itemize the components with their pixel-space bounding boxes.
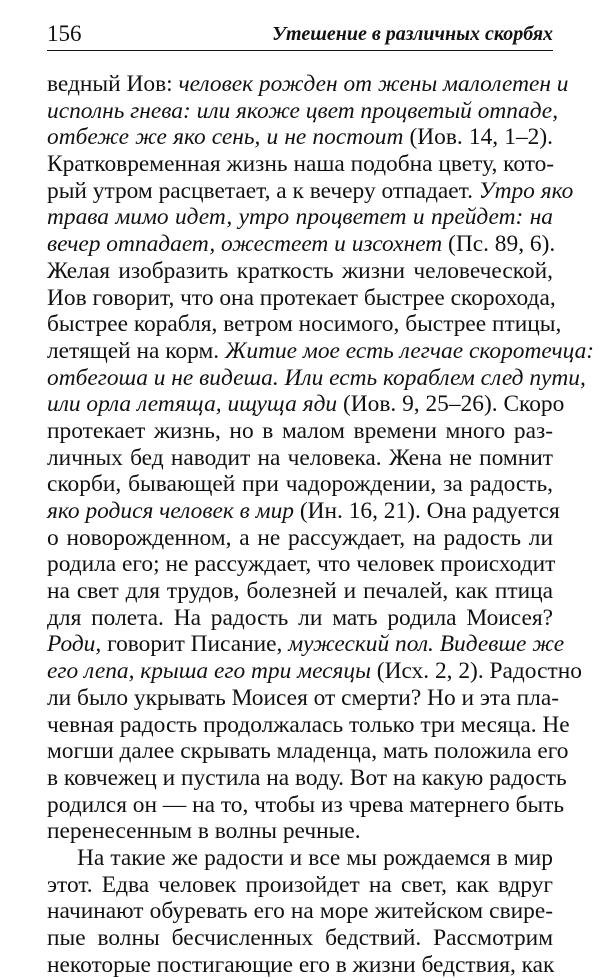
text-line	[47, 364, 586, 392]
text-segment: (Иов. 9, 25–26). Скоро	[337, 391, 565, 418]
text-line	[47, 925, 553, 952]
text-line	[47, 418, 553, 445]
scripture-quote: отбегоша и не видеша. Или есть кораблем след пути,	[47, 364, 586, 391]
scripture-quote: мужеский пол. Видевше же	[288, 631, 565, 658]
text-segment: в ковчежец и пустила на воду. Вот на какую радость	[47, 764, 567, 791]
text-line	[47, 658, 582, 685]
scripture-quote: яко родися человек в мир	[47, 498, 294, 524]
text-line	[47, 631, 565, 658]
text-line	[47, 525, 553, 552]
scripture-quote: трава мимо идет, утро процветет и прейдет: на	[47, 204, 553, 231]
text-segment: говорит Писание,	[101, 631, 289, 658]
text-segment: протекает жизнь, но в малом времени много раз-	[47, 417, 553, 444]
text-line	[47, 898, 553, 925]
text-line	[47, 578, 553, 605]
text-line	[47, 311, 562, 338]
text-segment: рый утром расцветает, а к вечеру отпадает.	[47, 177, 479, 204]
text-line	[47, 684, 559, 712]
text-line	[47, 177, 574, 205]
text-segment: Кратковременная жизнь наша подобна цвету, кото-	[47, 151, 555, 178]
text-line	[47, 97, 559, 125]
running-header	[47, 20, 553, 51]
text-line	[47, 258, 553, 285]
text-line	[47, 151, 553, 178]
text-segment: Желая изобразить краткость жизни человеческой,	[47, 257, 553, 284]
text-segment: (Ин. 16, 21). Она радуется	[293, 498, 560, 524]
text-segment: Иов говорит, что она протекает быстрее скорохода,	[47, 284, 556, 311]
running-title: Утешение в различных скорбях	[272, 23, 553, 45]
text-segment: для полета. На радость ли мать родила Моисея?	[47, 604, 553, 631]
text-segment: родила его; не рассуждает, что человек происходит	[47, 551, 556, 578]
text-segment: перенесенным в волны речные.	[47, 818, 361, 845]
text-segment: начинают обуревать его на море житейском свире-	[47, 898, 553, 925]
scripture-quote: человек рожден от жены малолетен и	[178, 71, 569, 97]
text-line	[47, 71, 569, 98]
text-segment: могши далее скрывать младенца, мать положила его	[47, 738, 569, 765]
text-line	[47, 818, 553, 845]
body-text	[47, 71, 595, 978]
text-segment: (Пс. 89, 6).	[442, 231, 556, 258]
text-segment: чевная радость продолжалась только три месяца. Не	[47, 711, 570, 738]
scripture-quote: исполнь гнева: или якоже цвет процветый отпаде,	[47, 97, 559, 124]
text-line	[47, 498, 560, 525]
text-line	[47, 711, 570, 739]
text-segment: на свет для трудов, болезней и печалей, как птица	[47, 578, 553, 605]
text-segment: быстрее корабля, ветром носимого, быстрее птицы,	[47, 311, 562, 338]
text-segment: этот. Едва человек произойдет на свет, как вдруг	[47, 871, 553, 898]
scripture-quote: Житие мое есть легчае скоротечца:	[224, 337, 595, 364]
text-line	[47, 872, 553, 899]
scripture-quote: Роди,	[47, 631, 102, 658]
text-segment: ли было укрывать Моисея от смерти? Но и эта пла-	[47, 684, 559, 711]
text-segment: личных бед наводит на человека. Жена не помнит	[47, 444, 553, 471]
text-line	[47, 551, 556, 578]
text-segment: На такие же радости и все мы рождаемся в мир	[77, 844, 553, 871]
scripture-quote: его лепа, крыша его три месяцы	[47, 658, 371, 685]
text-line	[47, 231, 556, 258]
text-segment: пые волны бесчисленных бедствий. Рассмотрим	[47, 925, 553, 951]
text-line	[47, 605, 553, 632]
text-segment: ведный Иов:	[47, 71, 179, 97]
text-line	[47, 738, 569, 765]
scripture-quote: или орла летяща, ищуща яди	[47, 391, 338, 418]
text-line	[47, 445, 553, 472]
text-segment: летящей на корм.	[47, 337, 225, 364]
scripture-quote: Утро яко	[478, 177, 574, 204]
text-segment: некоторые постигающие его в жизни бедствия, как	[47, 951, 555, 978]
page-number: 156	[47, 21, 82, 46]
text-line	[47, 764, 567, 792]
text-line	[47, 791, 565, 819]
text-segment: скорби, бывающей при чадорождении, за радость,	[47, 471, 553, 498]
text-segment: (Исх. 2, 2). Радостно	[370, 658, 582, 685]
text-line	[47, 124, 553, 151]
text-segment: о новорожденном, а не рассуждает, на радость ли	[47, 524, 553, 551]
text-line	[47, 284, 556, 312]
text-segment: родился он — на то, чтобы из чрева матернего быть	[47, 791, 565, 818]
text-line	[47, 337, 595, 365]
scripture-quote: отбеже же яко сень, и не постоит	[47, 124, 404, 151]
text-line	[47, 952, 553, 978]
text-line	[47, 204, 553, 231]
text-line	[47, 845, 553, 872]
text-line	[47, 471, 553, 498]
text-segment: (Иов. 14, 1–2).	[403, 124, 553, 151]
text-line	[47, 391, 565, 418]
scripture-quote: вечер отпадает, ожестеет и изсохнет	[47, 231, 443, 258]
